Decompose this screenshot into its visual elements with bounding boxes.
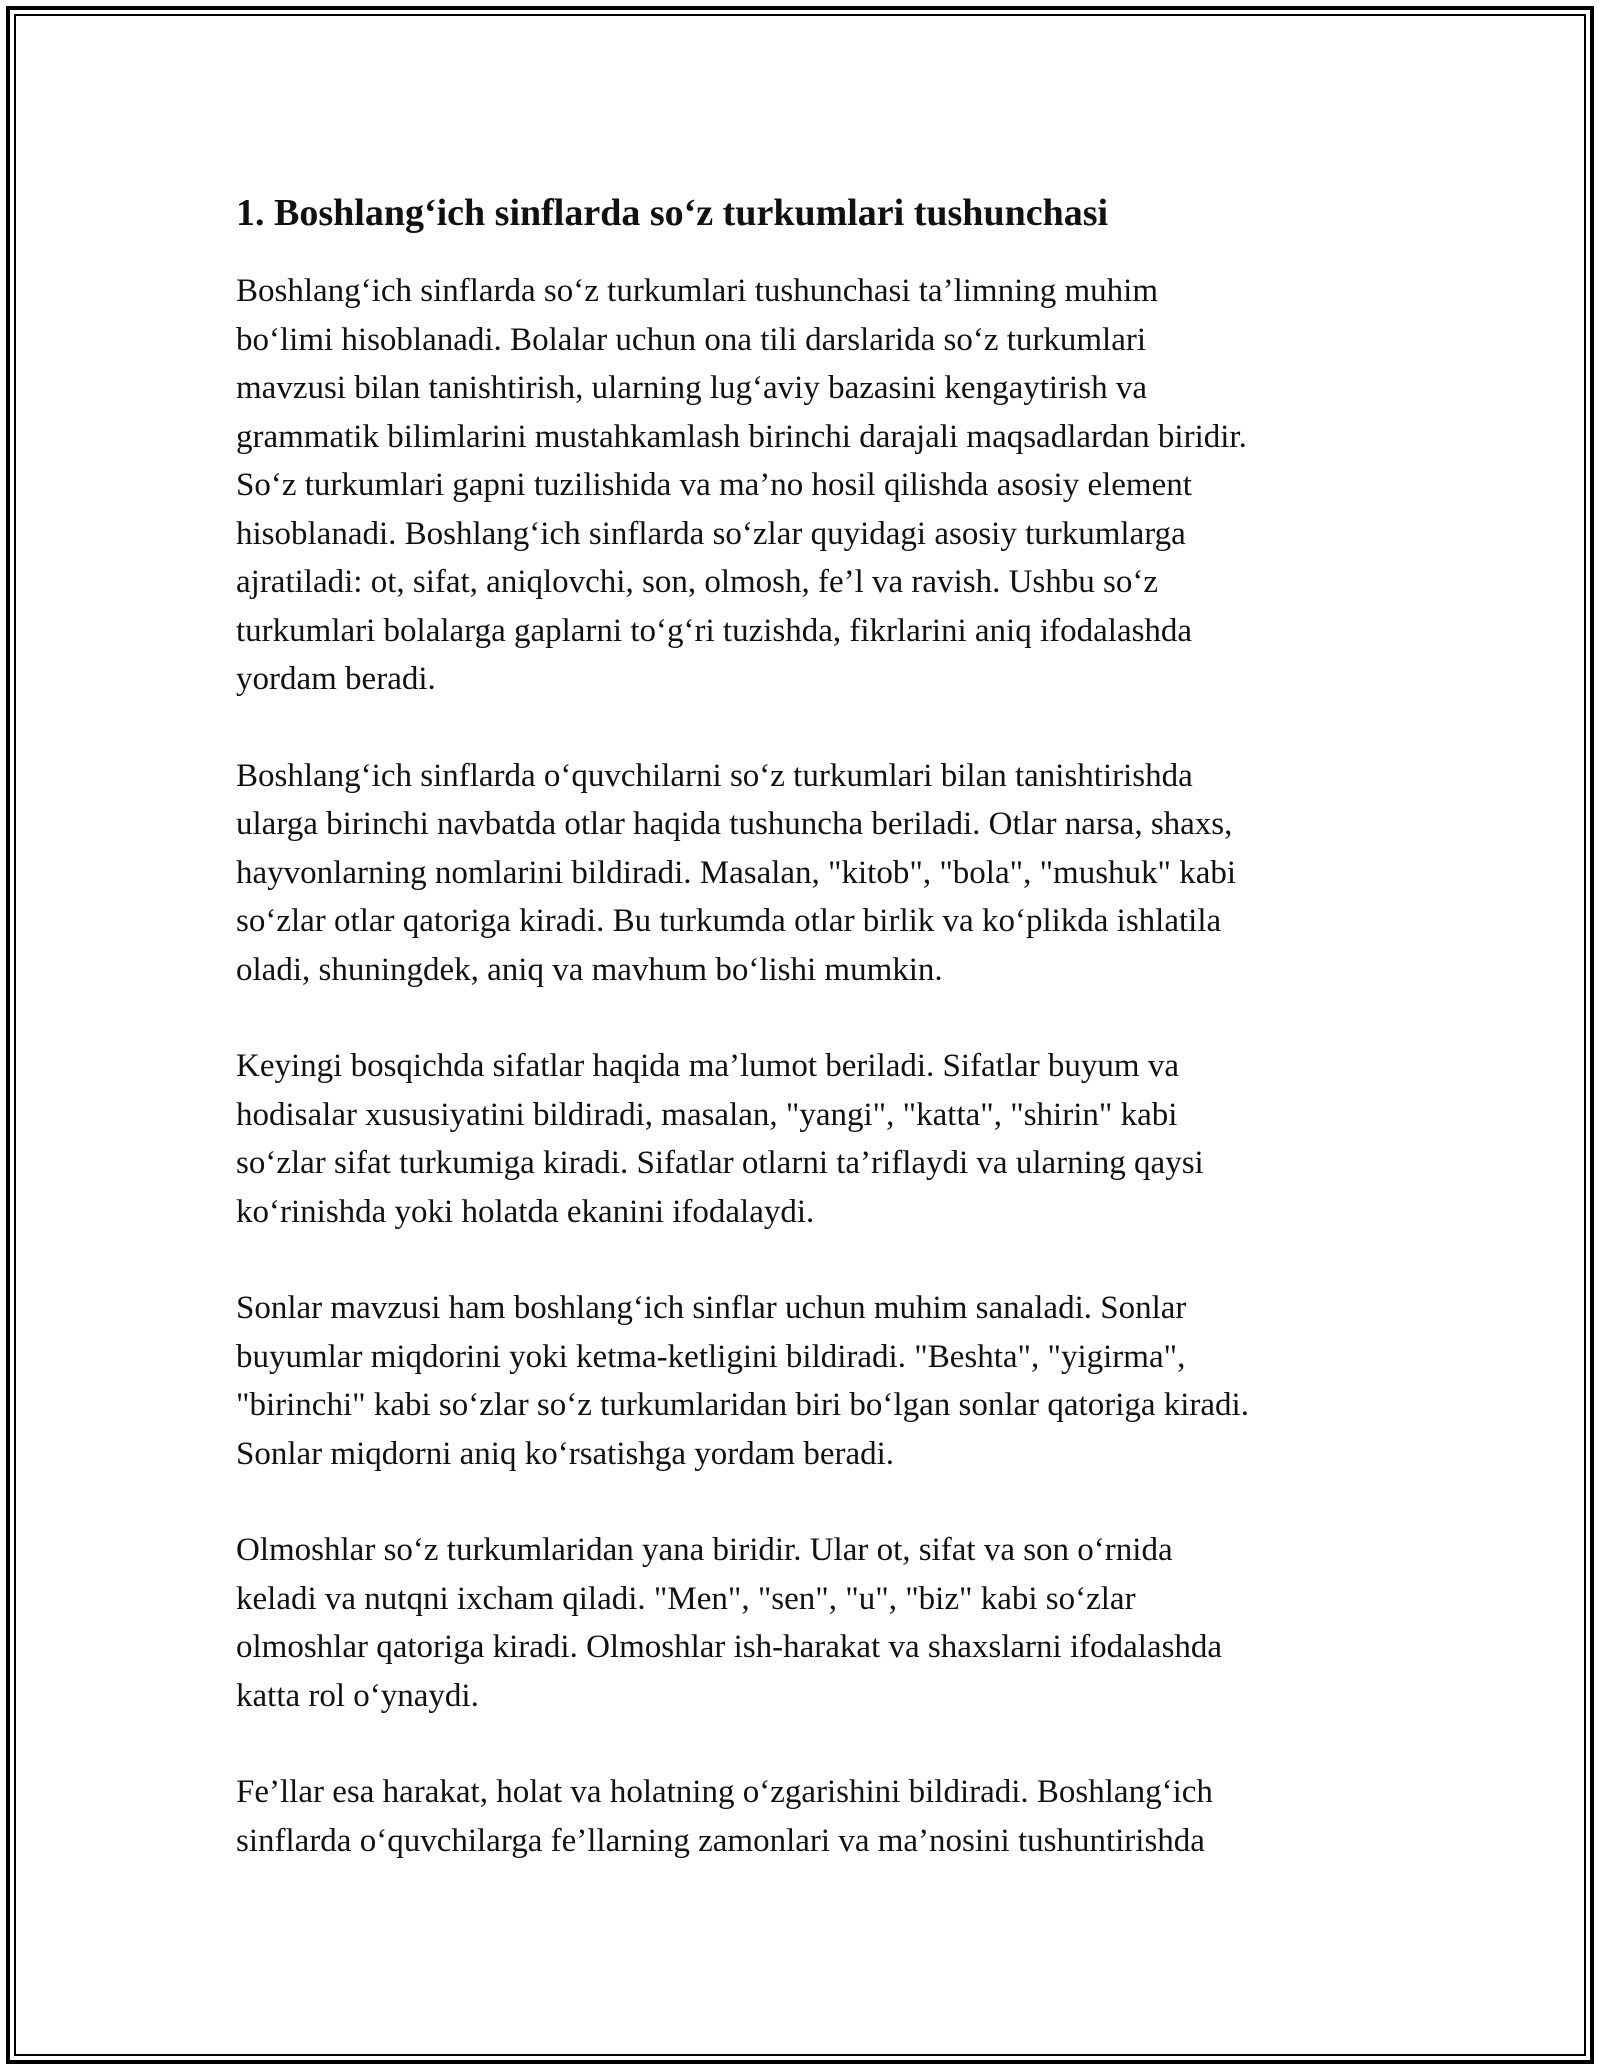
text-line: Fe’llar esa harakat, holat va holatning o‘zgarishini bildiradi. Boshlang‘ich [236,1774,1213,1810]
text-line: turkumlari bolalarga gaplarni to‘g‘ri tuzishda, fikrlarini aniq ifodalashda [236,612,1193,649]
text-line: hayvonlarning nomlarini bildiradi. Masalan, "kitob", "bola", "mushuk" kabi [236,854,1237,891]
paragraph-verbs [236,1768,1376,1865]
section-heading: 1. Boshlang‘ich sinflarda so‘z turkumlari tushunchasi [236,192,1109,234]
text-line: olmoshlar qatoriga kiradi. Olmoshlar ish-harakat va shaxslarni ifodalashda [236,1629,1223,1665]
text-line: Boshlang‘ich sinflarda o‘quvchilarni so‘z turkumlari bilan tanishtirishda [236,757,1193,794]
paragraph-adjectives [236,1042,1376,1236]
text-line: "birinchi" kabi so‘zlar so‘z turkumlaridan biri bo‘lgan sonlar qatoriga kiradi. [236,1387,1249,1423]
text-line: sinflarda o‘quvchilarga fe’llarning zamonlari va ma’nosini tushuntirishda [236,1822,1205,1859]
paragraph-pronouns [236,1526,1376,1720]
text-line: Boshlang‘ich sinflarda so‘z turkumlari tushunchasi ta’limning muhim [236,273,1159,309]
text-line: yordam beradi. [236,661,436,697]
text-line: Sonlar mavzusi ham boshlang‘ich sinflar uchun muhim sanaladi. Sonlar [236,1290,1187,1326]
text-line: So‘z turkumlari gapni tuzilishida va ma’no hosil qilishda asosiy element [236,467,1192,503]
text-line: ajratiladi: ot, sifat, aniqlovchi, son, olmosh, fe’l va ravish. Ushbu so‘z [236,564,1158,600]
text-line: keladi va nutqni ixcham qiladi. "Men", "sen", "u", "biz" kabi so‘zlar [236,1580,1136,1617]
text-line: katta rol o‘ynaydi. [236,1677,479,1714]
text-line: bo‘limi hisoblanadi. Bolalar uchun ona tili darslarida so‘z turkumlari [236,321,1147,358]
text-line: ularga birinchi navbatda otlar haqida tushuncha beriladi. Otlar narsa, shaxs, [236,806,1233,842]
document-body [236,185,1376,1913]
text-line: mavzusi bilan tanishtirish, ularning lug‘aviy bazasini kengaytirish va [236,370,1147,406]
paragraph-intro [236,267,1376,704]
paragraph-numerals [236,1284,1376,1478]
text-line: Keyingi bosqichda sifatlar haqida ma’lumot beriladi. Sifatlar buyum va [236,1048,1179,1084]
text-line: grammatik bilimlarini mustahkamlash birinchi darajali maqsadlardan biridir. [236,418,1247,455]
paragraph-nouns [236,752,1376,995]
text-line: oladi, shuningdek, aniq va mavhum bo‘lishi mumkin. [236,951,943,988]
text-line: so‘zlar otlar qatoriga kiradi. Bu turkumda otlar birlik va ko‘plikda ishlatila [236,903,1222,939]
text-line: Olmoshlar so‘z turkumlaridan yana biridir. Ular ot, sifat va son o‘rnida [236,1532,1173,1568]
text-line: so‘zlar sifat turkumiga kiradi. Sifatlar otlarni ta’riflaydi va ularning qaysi [236,1145,1204,1181]
text-line: Sonlar miqdorni aniq ko‘rsatishga yordam beradi. [236,1435,895,1472]
text-line: buyumlar miqdorini yoki ketma-ketligini bildiradi. "Beshta", "yigirma", [236,1338,1186,1375]
text-line: ko‘rinishda yoki holatda ekanini ifodalaydi. [236,1193,815,1230]
text-line: hodisalar xususiyatini bildiradi, masalan, "yangi", "katta", "shirin" kabi [236,1096,1178,1133]
text-line: hisoblanadi. Boshlang‘ich sinflarda so‘zlar quyidagi asosiy turkumlarga [236,515,1186,552]
